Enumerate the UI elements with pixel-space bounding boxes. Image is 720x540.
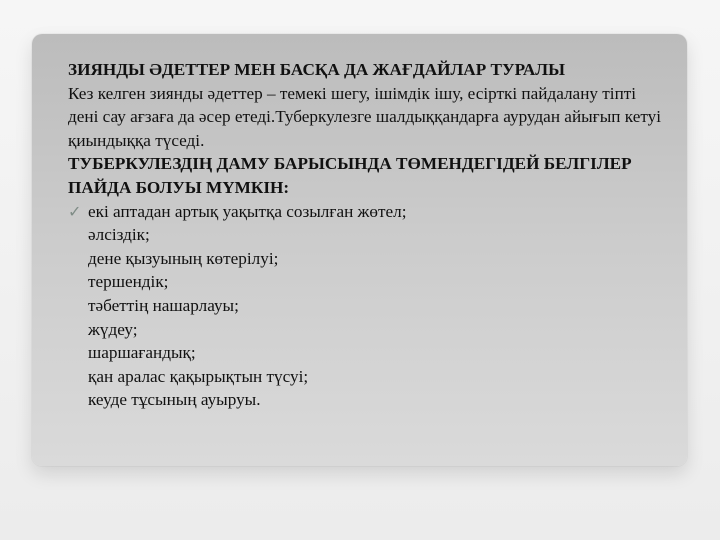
list-item [68, 200, 668, 224]
list-item: тәбеттің нашарлауы; [88, 295, 239, 315]
list-item-text: екі аптадан артық уақытқа созылған жөтел; [88, 201, 407, 221]
list-item: қан аралас қақырықтын түсуі; [88, 366, 309, 386]
intro-paragraph: Кез келген зиянды әдеттер – темекі шегу, ішімдік ішу, есірткі пайдалану тіпті дені сау ағзаға да әсер етеді.Туберкулезге шалдыққандарға аурудан айығып кетуі қиындыққа түседі. [68, 83, 661, 150]
list-item: әлсіздік; [88, 225, 150, 245]
list-item: шаршағандық; [88, 343, 196, 363]
list-item: дене қызуының көтерілуі; [88, 248, 279, 268]
list-item: тершендік; [88, 272, 169, 292]
slide-content [68, 58, 668, 412]
checkmark-icon: ✓ [68, 201, 82, 221]
list-item: жүдеу; [88, 319, 138, 339]
symptom-list [68, 200, 668, 412]
slide-title: ЗИЯНДЫ ӘДЕТТЕР МЕН БАСҚА ДА ЖАҒДАЙЛАР ТУРАЛЫ [68, 60, 565, 79]
list-item: кеуде тұсының ауыруы. [88, 390, 261, 410]
symptoms-heading: ТУБЕРКУЛЕЗДІҢ ДАМУ БАРЫСЫНДА ТӨМЕНДЕГІДЕЙ БЕЛГІЛЕР ПАЙДА БОЛУЫ МҮМКІН: [68, 154, 632, 197]
